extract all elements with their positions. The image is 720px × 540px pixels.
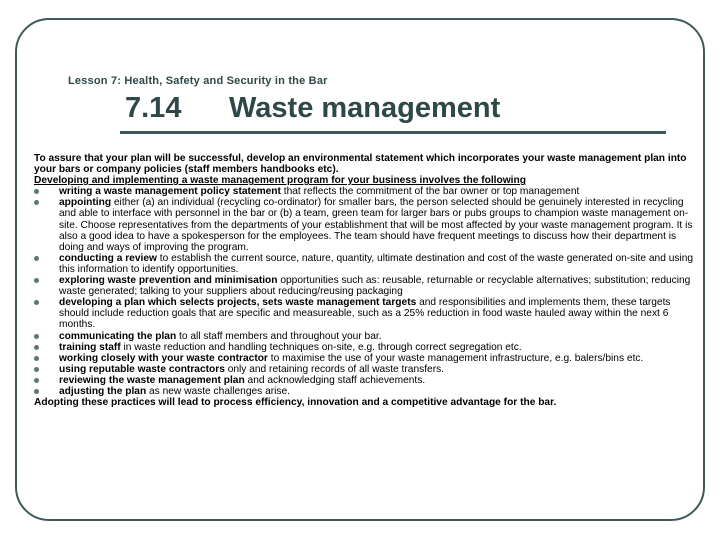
bullet-icon: [34, 345, 39, 350]
bullet-icon: [34, 334, 39, 339]
section-number: 7.14: [125, 92, 182, 124]
list-item: appointing either (a) an individual (recycling co-ordinator) for smaller bars, the person selected should be genuinely interested in recycling and able to interface with personnel in the bar or (b) a team, green team for larger bars or pubs groups to champion waste management on-site. Choose representatives from the departments of your establishment that will be most affected by your waste management program. It is also a good idea to have a spokesperson for the employees. The team should have frequent meetings to discuss how their department is doing and ways of improving the program.: [34, 197, 694, 252]
list-item: reviewing the waste management plan and acknowledging staff achievements.: [34, 375, 694, 386]
list-item: conducting a review to establish the current source, nature, quantity, ultimate destination and cost of the waste generated on-site and using this information to identify opportunities.: [34, 253, 694, 275]
lesson-title: Lesson 7: Health, Safety and Security in the Bar: [68, 75, 328, 87]
list-item: working closely with your waste contractor to maximise the use of your waste management infrastructure, e.g. balers/bins etc.: [34, 353, 694, 364]
section-heading: [125, 92, 500, 125]
list-item: adjusting the plan as new waste challenges arise.: [34, 386, 694, 397]
list-item: using reputable waste contractors only and retaining records of all waste transfers.: [34, 364, 694, 375]
bullet-icon: [34, 300, 39, 305]
steps-list: [34, 186, 694, 397]
list-heading: Developing and implementing a waste management program for your business involves the following: [34, 175, 526, 187]
list-item: exploring waste prevention and minimisation opportunities such as: reusable, returnable or recyclable alternatives; substitution; reducing waste generated; talking to your suppliers about reducing/reusing packaging: [34, 275, 694, 297]
section-title: Waste management: [229, 92, 501, 124]
list-item: developing a plan which selects projects, sets waste management targets and responsibilities and implements them, these targets should include reduction goals that are specific and measureable, such as a 25% reduction in food waste hauled away within the next 6 months.: [34, 297, 694, 330]
intro-paragraph: To assure that your plan will be successful, develop an environmental statement which incorporates your waste management plan into your bars or company policies (staff members handbooks etc).: [34, 153, 687, 176]
bullet-icon: [34, 256, 39, 261]
bullet-icon: [34, 200, 39, 205]
list-item: writing a waste management policy statement that reflects the commitment of the bar owner or top management: [34, 186, 694, 197]
bullet-icon: [34, 278, 39, 283]
bullet-icon: [34, 356, 39, 361]
title-divider: [120, 131, 666, 134]
list-item: communicating the plan to all staff members and throughout your bar.: [34, 331, 694, 342]
bullet-icon: [34, 367, 39, 372]
list-item: training staff in waste reduction and handling techniques on-site, e.g. through correct segregation etc.: [34, 342, 694, 353]
bullet-icon: [34, 378, 39, 383]
bullet-icon: [34, 189, 39, 194]
closing-paragraph: Adopting these practices will lead to process efficiency, innovation and a competitive advantage for the bar.: [34, 397, 557, 409]
slide-body: [34, 153, 694, 408]
bullet-icon: [34, 389, 39, 394]
